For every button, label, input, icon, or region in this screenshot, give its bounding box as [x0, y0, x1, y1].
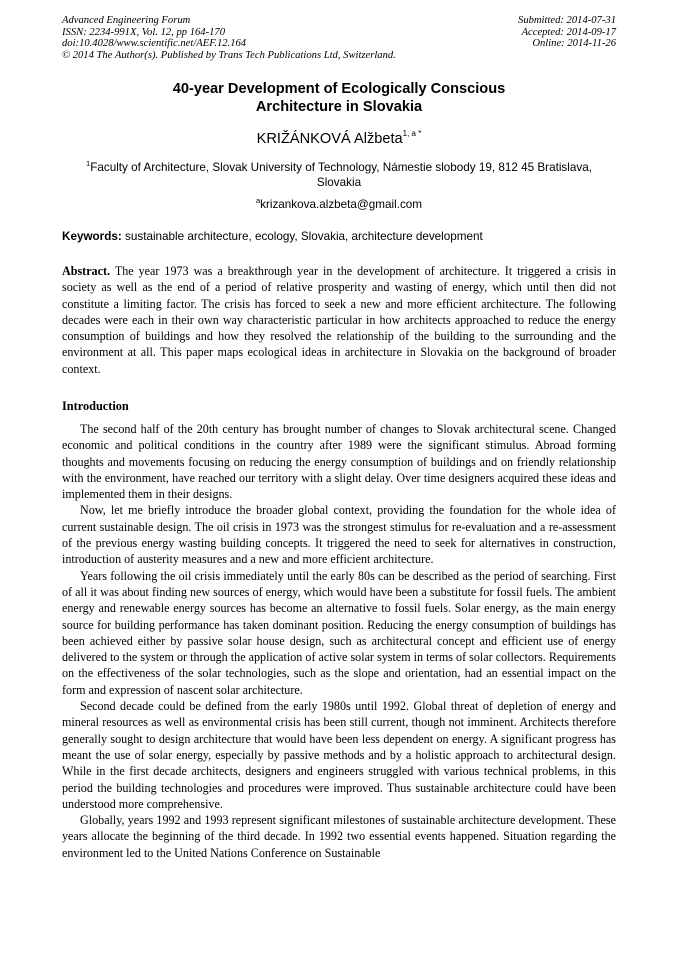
keywords-text: sustainable architecture, ecology, Slovakia, architecture development	[125, 230, 483, 243]
introduction-body	[62, 421, 616, 861]
paragraph: The second half of the 20th century has brought number of changes to Slovak architectural scene. Changed economic and political conditions in the country after 1989 were the significant stimulus. Abroad forming thoughts and movements focusing on reducing the energy consumption of buildings and on friendly relationship with the environment, have reached our territory with a slight delay. Over time designers acquired these ideas and implemented them in their designs.	[62, 422, 616, 502]
journal-doi: doi:10.4028/www.scientific.net/AEF.12.164	[62, 38, 247, 50]
accepted-date: Accepted: 2014-09-17	[521, 26, 616, 38]
title-line-2: Architecture in Slovakia	[255, 98, 423, 115]
submitted-date: Submitted: 2014-07-31	[518, 15, 616, 26]
keywords	[62, 229, 616, 244]
affiliation	[62, 156, 616, 190]
author-superscript: 1, a *	[402, 129, 422, 138]
introduction-heading: Introduction	[62, 399, 129, 413]
journal-issn: ISSN: 2234-991X, Vol. 12, pp 164-170	[62, 26, 226, 38]
title-line-1: 40-year Development of Ecologically Conscious	[172, 81, 506, 97]
author-line	[62, 125, 616, 148]
copyright-notice: © 2014 The Author(s). Published by Trans Tech Publications Ltd, Switzerland.	[62, 49, 396, 61]
paragraph: Years following the oil crisis immediately until the early 80s can be described as the period of searching. First of all it was about finding new sources of energy, which would have been a substitute for fossil fuels. The ambient energy and renewable energy sources has become an alternative to fossil fuels. Solar energy, as the main energy source for building performance has taken dominant position. Reducing the energy consumption of buildings has been achieved either by passive solar house design, such as architectural concept and efficient use of energy delivered to the system or through the application of active solar system in terms of solar collectors. Requirements on the effectiveness of the solar technologies, such as the slope and orientation, had an essential impact on the form and expression of nascent solar architecture.	[62, 568, 616, 697]
email-superscript: a	[255, 196, 261, 205]
author-email	[62, 193, 616, 212]
author-name: KRIŽÁNKOVÁ Alžbeta	[256, 131, 403, 147]
paragraph: Second decade could be defined from the early 1980s until 1992. Global threat of depletion of energy and mineral resources as well as environmental crisis has been still current, though not imminent. Architects therefore generally sought to design architecture that would have been less dependent on energy. A significant progress has meant the use of solar energy, especially by passive methods and by a holistic approach to architectural design. While in the first decade architects, designers and engineers struggled with various technical problems, in this period the building technologies and procedures were improved. Thus sustainable architecture could have been understood more comprehensive.	[62, 699, 616, 811]
online-date: Online: 2014-11-26	[532, 38, 616, 50]
paper-title	[62, 81, 616, 116]
journal-header	[62, 15, 396, 61]
email-address[interactable]: krizankova.alzbeta@gmail.com	[260, 198, 423, 211]
journal-name: Advanced Engineering Forum	[62, 15, 191, 26]
affiliation-line-2: Slovakia	[316, 176, 362, 190]
publication-dates	[518, 15, 616, 50]
affiliation-line-1: Faculty of Architecture, Slovak University of Technology, Námestie slobody 19, 812 45 Bratislava,	[90, 161, 592, 174]
paragraph: Now, let me briefly introduce the broader global context, providing the foundation for the whole idea of current sustainable design. The oil crisis in 1973 was the strongest stimulus for re-evaluation and a re-assessment of the previous energy wasting building concepts. It triggered the need to seek for alternatives in construction, introduction of austerity measures and a new and more efficient architecture.	[62, 503, 616, 567]
abstract	[62, 263, 616, 377]
affiliation-superscript: 1	[86, 159, 91, 168]
abstract-label: Abstract.	[62, 264, 111, 278]
paragraph: Globally, years 1992 and 1993 represent significant milestones of sustainable architecture development. These years allocate the beginning of the third decade. In 1992 two essential events happened. Situation regarding the environment led to the United Nations Conference on Sustainable	[62, 813, 616, 860]
keywords-label: Keywords:	[62, 230, 122, 243]
abstract-text: The year 1973 was a breakthrough year in the development of architecture. It triggered a crisis in society as well as the end of a period of relative prosperity and wasting of energy, which until then did not constitute a limiting factor. The crisis has forced to seek a new and more efficient architecture. The following decades were each in their own way characteristic particular in how architects approached to reduce the energy consumption of buildings and how they resolved the relationship of the building to the surrounding and the environment at all. This paper maps ecological ideas in architecture in Slovakia on the background of broader context.	[62, 264, 616, 376]
